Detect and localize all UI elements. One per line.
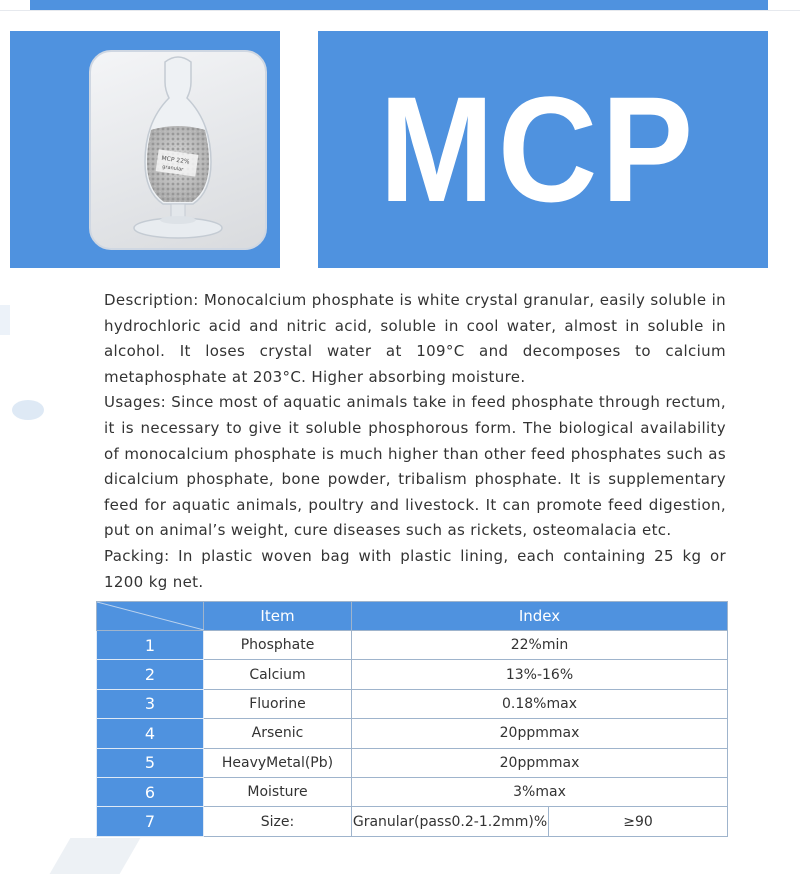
row-index: 22%min — [352, 631, 728, 660]
row-index-value: ≥90 — [623, 813, 653, 830]
row-number: 6 — [97, 777, 204, 806]
row-item: Moisture — [204, 777, 352, 806]
header-corner-cell — [97, 602, 204, 631]
row-index: 20ppmmax — [352, 748, 728, 777]
top-accent-bar — [30, 0, 768, 10]
row-item: Arsenic — [204, 719, 352, 748]
row-item: HeavyMetal(Pb) — [204, 748, 352, 777]
row-index: 3%max — [352, 777, 728, 806]
table-row — [97, 807, 728, 836]
row-number: 7 — [97, 807, 204, 836]
table-row — [97, 748, 728, 777]
table-row — [97, 631, 728, 660]
row-index-split — [352, 807, 728, 836]
table-row — [97, 777, 728, 806]
row-number: 3 — [97, 689, 204, 718]
product-photo-panel — [10, 31, 280, 268]
row-index: 20ppmmax — [352, 719, 728, 748]
row-index-condition: Granular(pass0.2-1.2mm)% — [352, 807, 549, 835]
row-item: Phosphate — [204, 631, 352, 660]
description-paragraph: Description: Monocalcium phosphate is white crystal granular, easily soluble in hydrochloric acid and nitric acid, soluble in cool water, almost in soluble in alcohol. It loses crystal water at 109°C and decomposes to calcium metaphosphate at 203°C. Higher absorbing moisture. — [104, 291, 726, 386]
row-number: 1 — [97, 631, 204, 660]
row-index: 0.18%max — [352, 689, 728, 718]
row-item: Fluorine — [204, 689, 352, 718]
table-row — [97, 660, 728, 689]
table-row — [97, 719, 728, 748]
table-header-row — [97, 602, 728, 631]
specification-table — [96, 601, 728, 837]
row-item: Calcium — [204, 660, 352, 689]
usages-paragraph: Usages: Since most of aquatic animals take in feed phosphate through rectum, it is necessary to give it soluble phosphorous form. The biological availability of monocalcium phosphate is much higher than other feed phosphates such as dicalcium phosphate, bone powder, tribalism phosphate. It is supplementary feed for aquatic animals, poultry and livestock. It can promote feed digestion, put on animal’s weight, cure diseases such as rickets, osteomalacia etc. — [104, 393, 726, 540]
bottom-decoration — [50, 838, 141, 874]
side-decoration — [0, 305, 10, 335]
row-item: Size: — [204, 807, 352, 836]
row-index: 13%-16% — [352, 660, 728, 689]
photo-label-line2: granular — [161, 164, 184, 173]
row-number: 5 — [97, 748, 204, 777]
top-divider — [0, 10, 800, 11]
photo-label-line1: MCP 22% — [161, 154, 190, 166]
row-number: 4 — [97, 719, 204, 748]
product-description — [104, 288, 726, 595]
product-photo — [89, 50, 267, 250]
row-number: 2 — [97, 660, 204, 689]
header-index: Index — [352, 602, 728, 631]
title-panel — [318, 31, 768, 268]
side-decoration-blob — [12, 400, 44, 420]
packing-paragraph: Packing: In plastic woven bag with plastic lining, each containing 25 kg or 1200 kg net. — [104, 546, 726, 591]
header-item: Item — [204, 602, 352, 631]
product-title: MCP — [379, 65, 697, 233]
table-row — [97, 689, 728, 718]
